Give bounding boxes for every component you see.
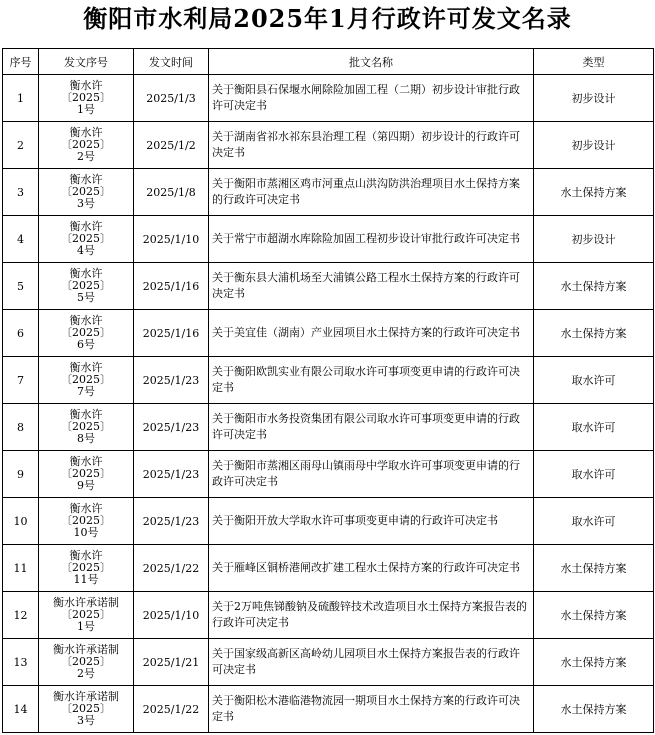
row-doc-number — [39, 451, 134, 498]
doc-number-line: 8号 — [77, 432, 95, 445]
row-doc-number — [39, 498, 134, 545]
doc-number-line: 衡水许 — [69, 361, 103, 374]
doc-number-line: 衡水许 — [69, 455, 103, 468]
row-doc-number — [39, 216, 134, 263]
row-date: 2025/1/8 — [134, 169, 209, 216]
doc-number-line: 衡水许 — [69, 502, 103, 515]
header-type: 类型 — [534, 49, 654, 75]
row-date: 2025/1/23 — [134, 357, 209, 404]
row-document-name: 关于衡阳市蒸湘区鸡市河重点山洪沟防洪治理项目水土保持方案的行政许可决定书 — [209, 169, 534, 216]
row-index: 5 — [3, 263, 39, 310]
row-document-name: 关于衡阳县石保堰水闸除险加固工程（二期）初步设计审批行政许可决定书 — [209, 75, 534, 122]
table-row — [3, 216, 654, 263]
row-index: 14 — [3, 686, 39, 733]
row-index: 6 — [3, 310, 39, 357]
row-doc-number — [39, 310, 134, 357]
row-document-name: 关于雁峰区铜桥港闸改扩建工程水土保持方案的行政许可决定书 — [209, 545, 534, 592]
row-index: 4 — [3, 216, 39, 263]
row-doc-number — [39, 404, 134, 451]
row-index: 8 — [3, 404, 39, 451]
header-document-name: 批文名称 — [209, 49, 534, 75]
table-row — [3, 263, 654, 310]
doc-number-line: 衡水许承诺制 — [53, 596, 119, 609]
row-document-name: 关于衡阳市水务投资集团有限公司取水许可事项变更申请的行政许可决定书 — [209, 404, 534, 451]
row-index: 12 — [3, 592, 39, 639]
doc-number-line: 3号 — [77, 714, 95, 727]
row-doc-number — [39, 357, 134, 404]
doc-number-line: 2号 — [77, 150, 95, 163]
row-index: 10 — [3, 498, 39, 545]
row-index: 9 — [3, 451, 39, 498]
row-date: 2025/1/16 — [134, 310, 209, 357]
row-type: 水土保持方案 — [534, 263, 654, 310]
doc-number-line: 7号 — [77, 385, 95, 398]
row-doc-number — [39, 686, 134, 733]
row-document-name: 关于衡东县大浦机场至大浦镇公路工程水土保持方案的行政许可决定书 — [209, 263, 534, 310]
table-row — [3, 122, 654, 169]
table-row — [3, 75, 654, 122]
row-type: 取水许可 — [534, 357, 654, 404]
table-row — [3, 592, 654, 639]
row-index: 3 — [3, 169, 39, 216]
doc-number-line: 〔2025〕 — [61, 514, 111, 527]
doc-number-line: 衡水许 — [69, 79, 103, 92]
doc-number-line: 〔2025〕 — [61, 467, 111, 480]
doc-number-line: 〔2025〕 — [61, 185, 111, 198]
row-document-name: 关于衡阳开放大学取水许可事项变更申请的行政许可决定书 — [209, 498, 534, 545]
doc-number-line: 6号 — [77, 338, 95, 351]
row-doc-number — [39, 75, 134, 122]
row-date: 2025/1/23 — [134, 404, 209, 451]
row-index: 11 — [3, 545, 39, 592]
permit-table — [2, 48, 654, 733]
table-row — [3, 169, 654, 216]
doc-number-line: 〔2025〕 — [61, 702, 111, 715]
row-date: 2025/1/10 — [134, 216, 209, 263]
doc-number-line: 9号 — [77, 479, 95, 492]
row-doc-number — [39, 639, 134, 686]
header-index: 序号 — [3, 49, 39, 75]
row-date: 2025/1/22 — [134, 545, 209, 592]
doc-number-line: 衡水许 — [69, 267, 103, 280]
doc-number-line: 1号 — [77, 620, 95, 633]
row-type: 取水许可 — [534, 498, 654, 545]
row-date: 2025/1/22 — [134, 686, 209, 733]
row-date: 2025/1/23 — [134, 498, 209, 545]
row-document-name: 关于常宁市超湖水库除险加固工程初步设计审批行政许可决定书 — [209, 216, 534, 263]
row-document-name: 关于2万吨焦锑酸钠及硫酸锌技术改造项目水土保持方案报告表的行政许可决定书 — [209, 592, 534, 639]
row-type: 水土保持方案 — [534, 639, 654, 686]
row-date: 2025/1/10 — [134, 592, 209, 639]
table-row — [3, 545, 654, 592]
doc-number-line: 〔2025〕 — [61, 279, 111, 292]
doc-number-line: 〔2025〕 — [61, 373, 111, 386]
row-doc-number — [39, 122, 134, 169]
table-row — [3, 404, 654, 451]
doc-number-line: 衡水许 — [69, 126, 103, 139]
doc-number-line: 〔2025〕 — [61, 138, 111, 151]
row-date: 2025/1/23 — [134, 451, 209, 498]
row-doc-number — [39, 592, 134, 639]
row-date: 2025/1/3 — [134, 75, 209, 122]
table-row — [3, 310, 654, 357]
row-document-name: 关于衡阳松木港临港物流园一期项目水土保持方案的行政许可决定书 — [209, 686, 534, 733]
doc-number-line: 衡水许 — [69, 220, 103, 233]
doc-number-line: 5号 — [77, 291, 95, 304]
row-index: 1 — [3, 75, 39, 122]
row-doc-number — [39, 545, 134, 592]
row-doc-number — [39, 263, 134, 310]
row-type: 水土保持方案 — [534, 686, 654, 733]
row-document-name: 关于衡阳市蒸湘区雨母山镇雨母中学取水许可事项变更申请的行政许可决定书 — [209, 451, 534, 498]
row-type: 取水许可 — [534, 451, 654, 498]
row-type: 初步设计 — [534, 75, 654, 122]
doc-number-line: 〔2025〕 — [61, 655, 111, 668]
doc-number-line: 衡水许承诺制 — [53, 690, 119, 703]
doc-number-line: 衡水许 — [69, 549, 103, 562]
table-header-row — [3, 49, 654, 75]
doc-number-line: 4号 — [77, 244, 95, 257]
header-date: 发文时间 — [134, 49, 209, 75]
table-row — [3, 639, 654, 686]
row-date: 2025/1/21 — [134, 639, 209, 686]
header-doc-number: 发文序号 — [39, 49, 134, 75]
table-row — [3, 498, 654, 545]
doc-number-line: 〔2025〕 — [61, 326, 111, 339]
page-title: 衡阳市水利局2025年1月行政许可发文名录 — [83, 4, 572, 33]
doc-number-line: 10号 — [73, 526, 99, 539]
row-type: 水土保持方案 — [534, 545, 654, 592]
doc-number-line: 1号 — [77, 103, 95, 116]
row-type: 水土保持方案 — [534, 592, 654, 639]
row-index: 13 — [3, 639, 39, 686]
row-document-name: 关于美宜佳（湖南）产业园项目水土保持方案的行政许可决定书 — [209, 310, 534, 357]
doc-number-line: 〔2025〕 — [61, 608, 111, 621]
row-type: 水土保持方案 — [534, 169, 654, 216]
row-index: 2 — [3, 122, 39, 169]
row-document-name: 关于衡阳欧凯实业有限公司取水许可事项变更申请的行政许可决定书 — [209, 357, 534, 404]
doc-number-line: 〔2025〕 — [61, 91, 111, 104]
doc-number-line: 〔2025〕 — [61, 420, 111, 433]
doc-number-line: 2号 — [77, 667, 95, 680]
doc-number-line: 11号 — [73, 573, 99, 586]
doc-number-line: 衡水许 — [69, 173, 103, 186]
doc-number-line: 衡水许承诺制 — [53, 643, 119, 656]
row-type: 取水许可 — [534, 404, 654, 451]
doc-number-line: 衡水许 — [69, 314, 103, 327]
row-document-name: 关于国家级高新区高岭幼儿园项目水土保持方案报告表的行政许可决定书 — [209, 639, 534, 686]
row-type: 水土保持方案 — [534, 310, 654, 357]
row-index: 7 — [3, 357, 39, 404]
doc-number-line: 3号 — [77, 197, 95, 210]
table-row — [3, 686, 654, 733]
row-document-name: 关于湖南省祁水祁东县治理工程（第四期）初步设计的行政许可决定书 — [209, 122, 534, 169]
table-row — [3, 451, 654, 498]
doc-number-line: 衡水许 — [69, 408, 103, 421]
row-doc-number — [39, 169, 134, 216]
doc-number-line: 〔2025〕 — [61, 232, 111, 245]
table-row — [3, 357, 654, 404]
row-date: 2025/1/2 — [134, 122, 209, 169]
row-date: 2025/1/16 — [134, 263, 209, 310]
doc-number-line: 〔2025〕 — [61, 561, 111, 574]
row-type: 初步设计 — [534, 216, 654, 263]
row-type: 初步设计 — [534, 122, 654, 169]
